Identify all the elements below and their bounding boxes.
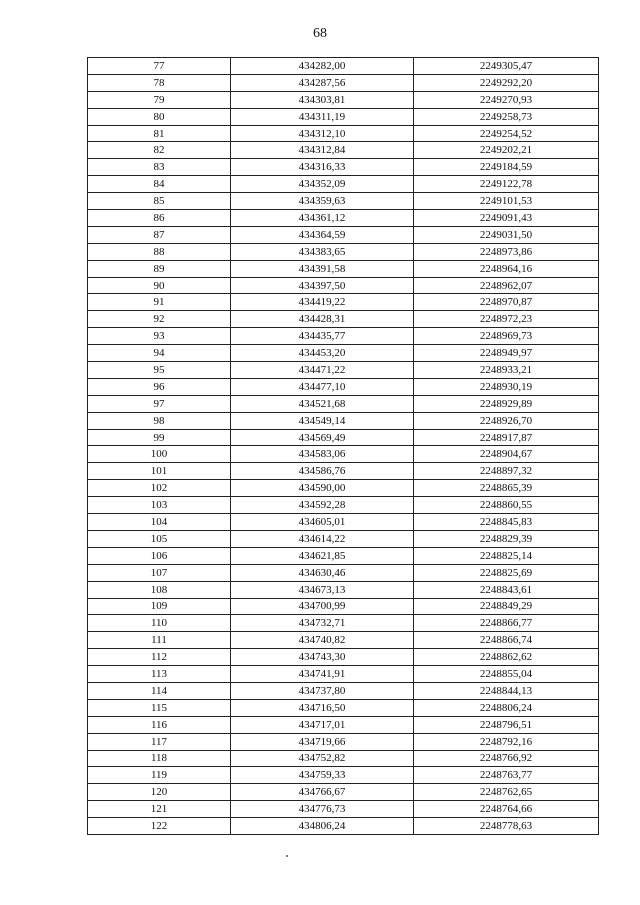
table-row [88,142,599,159]
x-coordinate-cell: 434549,14 [231,412,414,429]
x-coordinate-cell: 434806,24 [231,818,414,835]
table-row [88,750,599,767]
table-row [88,514,599,531]
y-coordinate-cell: 2249202,21 [414,142,599,159]
y-coordinate-cell: 2248964,16 [414,260,599,277]
point-number-cell: 117 [88,733,231,750]
y-coordinate-cell: 2248866,74 [414,632,599,649]
table-row [88,564,599,581]
x-coordinate-cell: 434316,33 [231,159,414,176]
y-coordinate-cell: 2248792,16 [414,733,599,750]
y-coordinate-cell: 2249292,20 [414,74,599,91]
table-row [88,395,599,412]
table-row [88,682,599,699]
x-coordinate-cell: 434759,33 [231,767,414,784]
x-coordinate-cell: 434740,82 [231,632,414,649]
y-coordinate-cell: 2248844,13 [414,682,599,699]
point-number-cell: 87 [88,226,231,243]
x-coordinate-cell: 434521,68 [231,395,414,412]
point-number-cell: 106 [88,547,231,564]
x-coordinate-cell: 434614,22 [231,530,414,547]
point-number-cell: 95 [88,362,231,379]
table-row [88,210,599,227]
point-number-cell: 96 [88,378,231,395]
y-coordinate-cell: 2248949,97 [414,345,599,362]
point-number-cell: 118 [88,750,231,767]
x-coordinate-cell: 434569,49 [231,429,414,446]
x-coordinate-cell: 434673,13 [231,581,414,598]
x-coordinate-cell: 434776,73 [231,801,414,818]
table-row [88,226,599,243]
x-coordinate-cell: 434282,00 [231,58,414,75]
point-number-cell: 112 [88,649,231,666]
x-coordinate-cell: 434471,22 [231,362,414,379]
point-number-cell: 121 [88,801,231,818]
table-row [88,260,599,277]
table-row [88,480,599,497]
point-number-cell: 120 [88,784,231,801]
table-row [88,362,599,379]
point-number-cell: 89 [88,260,231,277]
point-number-cell: 97 [88,395,231,412]
y-coordinate-cell: 2248962,07 [414,277,599,294]
x-coordinate-cell: 434419,22 [231,294,414,311]
table-row [88,412,599,429]
x-coordinate-cell: 434391,58 [231,260,414,277]
x-coordinate-cell: 434361,12 [231,210,414,227]
table-row [88,649,599,666]
point-number-cell: 88 [88,243,231,260]
point-number-cell: 99 [88,429,231,446]
x-coordinate-cell: 434717,01 [231,716,414,733]
table-row [88,294,599,311]
table-row [88,159,599,176]
point-number-cell: 116 [88,716,231,733]
point-number-cell: 98 [88,412,231,429]
x-coordinate-cell: 434719,66 [231,733,414,750]
point-number-cell: 119 [88,767,231,784]
y-coordinate-cell: 2248973,86 [414,243,599,260]
y-coordinate-cell: 2249031,50 [414,226,599,243]
table-row [88,446,599,463]
y-coordinate-cell: 2249258,73 [414,108,599,125]
x-coordinate-cell: 434737,80 [231,682,414,699]
point-number-cell: 92 [88,311,231,328]
y-coordinate-cell: 2249254,52 [414,125,599,142]
y-coordinate-cell: 2248843,61 [414,581,599,598]
x-coordinate-cell: 434303,81 [231,91,414,108]
y-coordinate-cell: 2248845,83 [414,514,599,531]
y-coordinate-cell: 2248897,32 [414,463,599,480]
table-row [88,547,599,564]
y-coordinate-cell: 2248796,51 [414,716,599,733]
point-number-cell: 104 [88,514,231,531]
x-coordinate-cell: 434287,56 [231,74,414,91]
table-row [88,58,599,75]
x-coordinate-cell: 434630,46 [231,564,414,581]
point-number-cell: 91 [88,294,231,311]
point-number-cell: 110 [88,615,231,632]
point-number-cell: 102 [88,480,231,497]
scan-speck [286,855,288,857]
table-row [88,176,599,193]
table-row [88,345,599,362]
x-coordinate-cell: 434397,50 [231,277,414,294]
table-row [88,716,599,733]
x-coordinate-cell: 434428,31 [231,311,414,328]
y-coordinate-cell: 2248866,77 [414,615,599,632]
x-coordinate-cell: 434700,99 [231,598,414,615]
point-number-cell: 111 [88,632,231,649]
y-coordinate-cell: 2248933,21 [414,362,599,379]
table-row [88,666,599,683]
y-coordinate-cell: 2248825,69 [414,564,599,581]
x-coordinate-cell: 434590,00 [231,480,414,497]
table-row [88,530,599,547]
y-coordinate-cell: 2248806,24 [414,699,599,716]
y-coordinate-cell: 2248926,70 [414,412,599,429]
y-coordinate-cell: 2248849,29 [414,598,599,615]
y-coordinate-cell: 2248865,39 [414,480,599,497]
y-coordinate-cell: 2248969,73 [414,328,599,345]
table-row [88,193,599,210]
x-coordinate-cell: 434311,19 [231,108,414,125]
point-number-cell: 93 [88,328,231,345]
table-row [88,463,599,480]
y-coordinate-cell: 2249305,47 [414,58,599,75]
table-row [88,311,599,328]
table-row [88,581,599,598]
x-coordinate-cell: 434743,30 [231,649,414,666]
x-coordinate-cell: 434766,67 [231,784,414,801]
table-row [88,243,599,260]
x-coordinate-cell: 434592,28 [231,497,414,514]
table-row [88,818,599,835]
table-row [88,767,599,784]
point-number-cell: 122 [88,818,231,835]
y-coordinate-cell: 2248862,62 [414,649,599,666]
table-row [88,598,599,615]
table-row [88,328,599,345]
point-number-cell: 105 [88,530,231,547]
x-coordinate-cell: 434583,06 [231,446,414,463]
y-coordinate-cell: 2248860,55 [414,497,599,514]
point-number-cell: 82 [88,142,231,159]
y-coordinate-cell: 2248763,77 [414,767,599,784]
y-coordinate-cell: 2248778,63 [414,818,599,835]
table-row [88,378,599,395]
x-coordinate-cell: 434716,50 [231,699,414,716]
point-number-cell: 80 [88,108,231,125]
x-coordinate-cell: 434312,84 [231,142,414,159]
point-number-cell: 81 [88,125,231,142]
page-number: 68 [313,26,327,41]
y-coordinate-cell: 2249091,43 [414,210,599,227]
y-coordinate-cell: 2248929,89 [414,395,599,412]
table-row [88,108,599,125]
x-coordinate-cell: 434312,10 [231,125,414,142]
y-coordinate-cell: 2249101,53 [414,193,599,210]
point-number-cell: 83 [88,159,231,176]
y-coordinate-cell: 2248825,14 [414,547,599,564]
point-number-cell: 114 [88,682,231,699]
table-row [88,74,599,91]
table-row [88,801,599,818]
x-coordinate-cell: 434741,91 [231,666,414,683]
point-number-cell: 94 [88,345,231,362]
x-coordinate-cell: 434605,01 [231,514,414,531]
y-coordinate-cell: 2249184,59 [414,159,599,176]
y-coordinate-cell: 2248762,65 [414,784,599,801]
coordinates-table [87,57,599,835]
point-number-cell: 90 [88,277,231,294]
x-coordinate-cell: 434383,65 [231,243,414,260]
x-coordinate-cell: 434359,63 [231,193,414,210]
y-coordinate-cell: 2248904,67 [414,446,599,463]
point-number-cell: 101 [88,463,231,480]
table-row [88,615,599,632]
table-row [88,497,599,514]
point-number-cell: 84 [88,176,231,193]
point-number-cell: 100 [88,446,231,463]
point-number-cell: 77 [88,58,231,75]
table-row [88,429,599,446]
x-coordinate-cell: 434477,10 [231,378,414,395]
y-coordinate-cell: 2248829,39 [414,530,599,547]
table-row [88,699,599,716]
y-coordinate-cell: 2248930,19 [414,378,599,395]
x-coordinate-cell: 434586,76 [231,463,414,480]
point-number-cell: 107 [88,564,231,581]
y-coordinate-cell: 2248970,87 [414,294,599,311]
y-coordinate-cell: 2248764,66 [414,801,599,818]
point-number-cell: 109 [88,598,231,615]
x-coordinate-cell: 434752,82 [231,750,414,767]
y-coordinate-cell: 2249270,93 [414,91,599,108]
table-row [88,277,599,294]
y-coordinate-cell: 2248855,04 [414,666,599,683]
table-row [88,733,599,750]
y-coordinate-cell: 2249122,78 [414,176,599,193]
x-coordinate-cell: 434364,59 [231,226,414,243]
point-number-cell: 108 [88,581,231,598]
table-row [88,784,599,801]
coordinates-table-body [88,58,599,835]
point-number-cell: 115 [88,699,231,716]
y-coordinate-cell: 2248972,23 [414,311,599,328]
x-coordinate-cell: 434352,09 [231,176,414,193]
x-coordinate-cell: 434732,71 [231,615,414,632]
x-coordinate-cell: 434453,20 [231,345,414,362]
point-number-cell: 86 [88,210,231,227]
point-number-cell: 79 [88,91,231,108]
table-row [88,125,599,142]
table-row [88,632,599,649]
point-number-cell: 78 [88,74,231,91]
y-coordinate-cell: 2248766,92 [414,750,599,767]
table-row [88,91,599,108]
point-number-cell: 103 [88,497,231,514]
point-number-cell: 85 [88,193,231,210]
x-coordinate-cell: 434435,77 [231,328,414,345]
y-coordinate-cell: 2248917,87 [414,429,599,446]
x-coordinate-cell: 434621,85 [231,547,414,564]
point-number-cell: 113 [88,666,231,683]
